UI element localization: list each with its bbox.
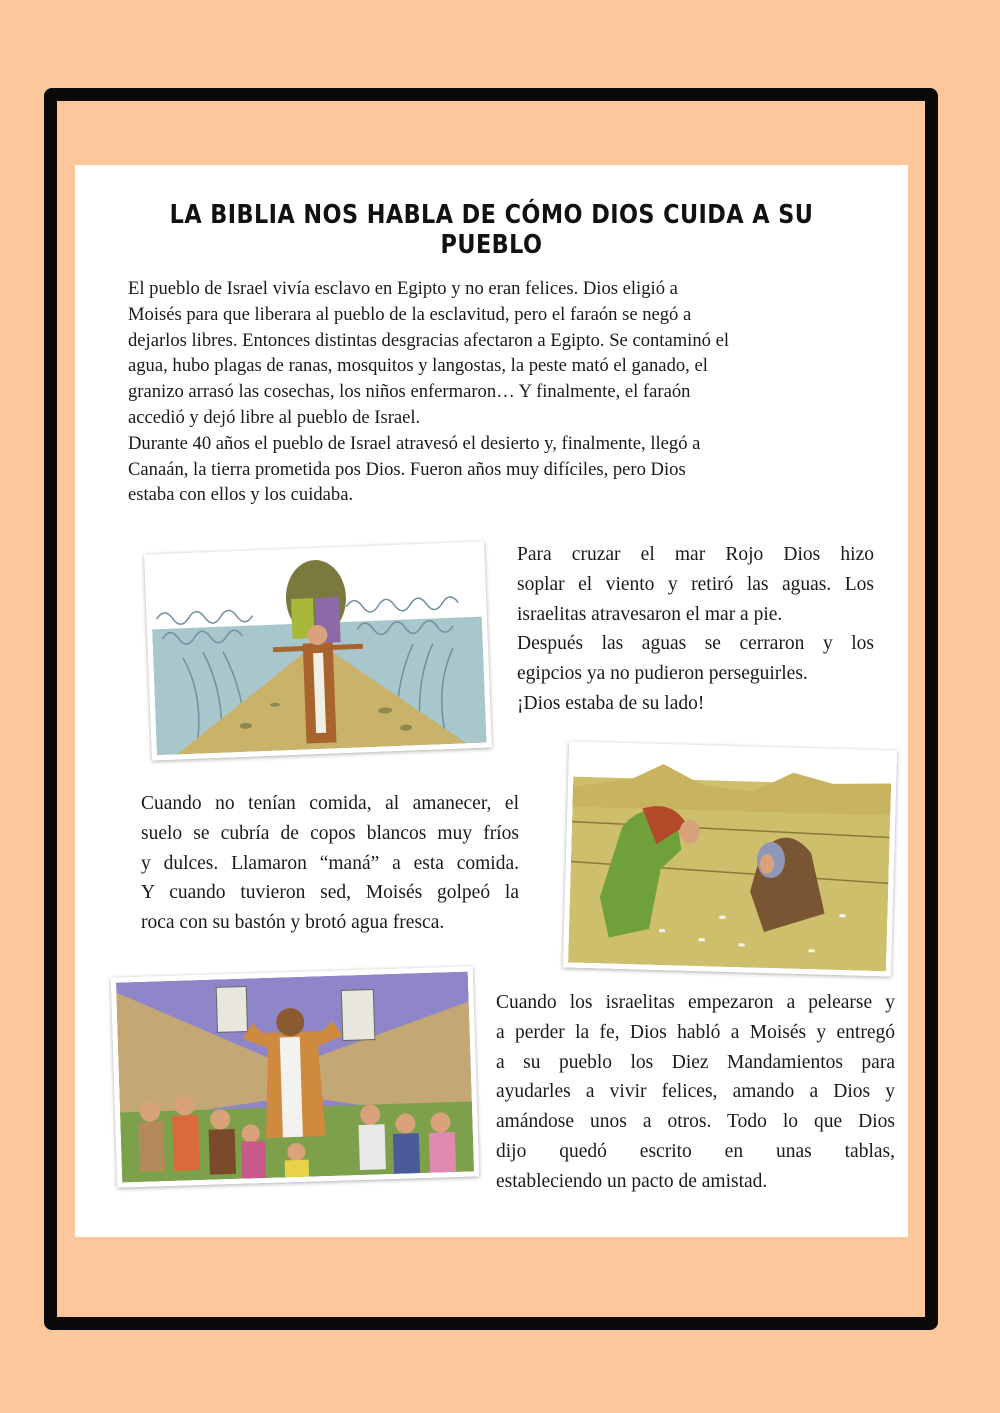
page-title: LA BIBLIA NOS HABLA DE CÓMO DIOS CUIDA A SU PUEBLO bbox=[169, 200, 814, 260]
section-commandments-text bbox=[496, 988, 895, 1197]
text-line: a su pueblo los Diez Mandamientos para bbox=[496, 1051, 895, 1073]
text-line: roca con su bastón y brotó agua fresca. bbox=[141, 912, 445, 934]
text-line: estableciendo un pacto de amistad. bbox=[496, 1170, 768, 1192]
intro-line: estaba con ellos y los cuidaba. bbox=[128, 484, 354, 506]
text-line: dijo quedó escrito en unas tablas, bbox=[496, 1140, 895, 1162]
text-line: y dulces. Llamaron “maná” a esta comida. bbox=[141, 852, 519, 874]
text-line: Cuando los israelitas empezaron a pelearse y bbox=[496, 992, 895, 1013]
illustration-gathering-manna bbox=[563, 741, 897, 976]
intro-line: accedió y dejó libre al pueblo de Israel. bbox=[128, 406, 421, 428]
illustration-parting-red-sea bbox=[144, 542, 492, 761]
text-line: soplar el viento y retiró las aguas. Los bbox=[517, 573, 874, 595]
section-red-sea-text bbox=[517, 540, 874, 719]
text-line: amándose unos a otros. Todo lo que Dios bbox=[496, 1111, 895, 1133]
text-line: israelitas atravesaron el mar a pie. bbox=[517, 603, 783, 625]
text-line: ayudarles a vivir felices, amando a Dios y bbox=[496, 1081, 895, 1103]
text-line: Después las aguas se cerraron y los bbox=[517, 633, 874, 655]
text-line: suelo se cubría de copos blancos muy fríos bbox=[141, 822, 519, 844]
text-line: Para cruzar el mar Rojo Dios hizo bbox=[517, 544, 874, 565]
text-line: Y cuando tuvieron sed, Moisés golpeó la bbox=[141, 882, 519, 904]
text-line: Cuando no tenían comida, al amanecer, el bbox=[141, 793, 519, 814]
intro-paragraph bbox=[128, 276, 838, 508]
section-manna-text bbox=[141, 789, 519, 938]
text-line: a perder la fe, Dios habló a Moisés y entregó bbox=[496, 1021, 895, 1043]
intro-line: Canaán, la tierra prometida pos Dios. Fueron años muy difíciles, pero Dios bbox=[128, 458, 686, 480]
intro-line: Moisés para que liberara al pueblo de la esclavitud, pero el faraón se negó a bbox=[128, 303, 692, 325]
intro-line: agua, hubo plagas de ranas, mosquitos y langostas, la peste mató el ganado, el bbox=[128, 355, 708, 377]
illustration-ten-commandments bbox=[111, 966, 479, 1187]
intro-line: dejarlos libres. Entonces distintas desgracias afectaron a Egipto. Se contaminó el bbox=[128, 329, 730, 351]
text-line: egipcios ya no pudieron perseguirles. bbox=[517, 663, 808, 685]
text-line: ¡Dios estaba de su lado! bbox=[517, 692, 705, 714]
intro-line: El pueblo de Israel vivía esclavo en Egipto y no eran felices. Dios eligió a bbox=[128, 278, 678, 299]
intro-line: Durante 40 años el pueblo de Israel atravesó el desierto y, finalmente, llegó a bbox=[128, 432, 701, 454]
intro-line: granizo arrasó las cosechas, los niños enfermaron… Y finalmente, el faraón bbox=[128, 381, 691, 403]
